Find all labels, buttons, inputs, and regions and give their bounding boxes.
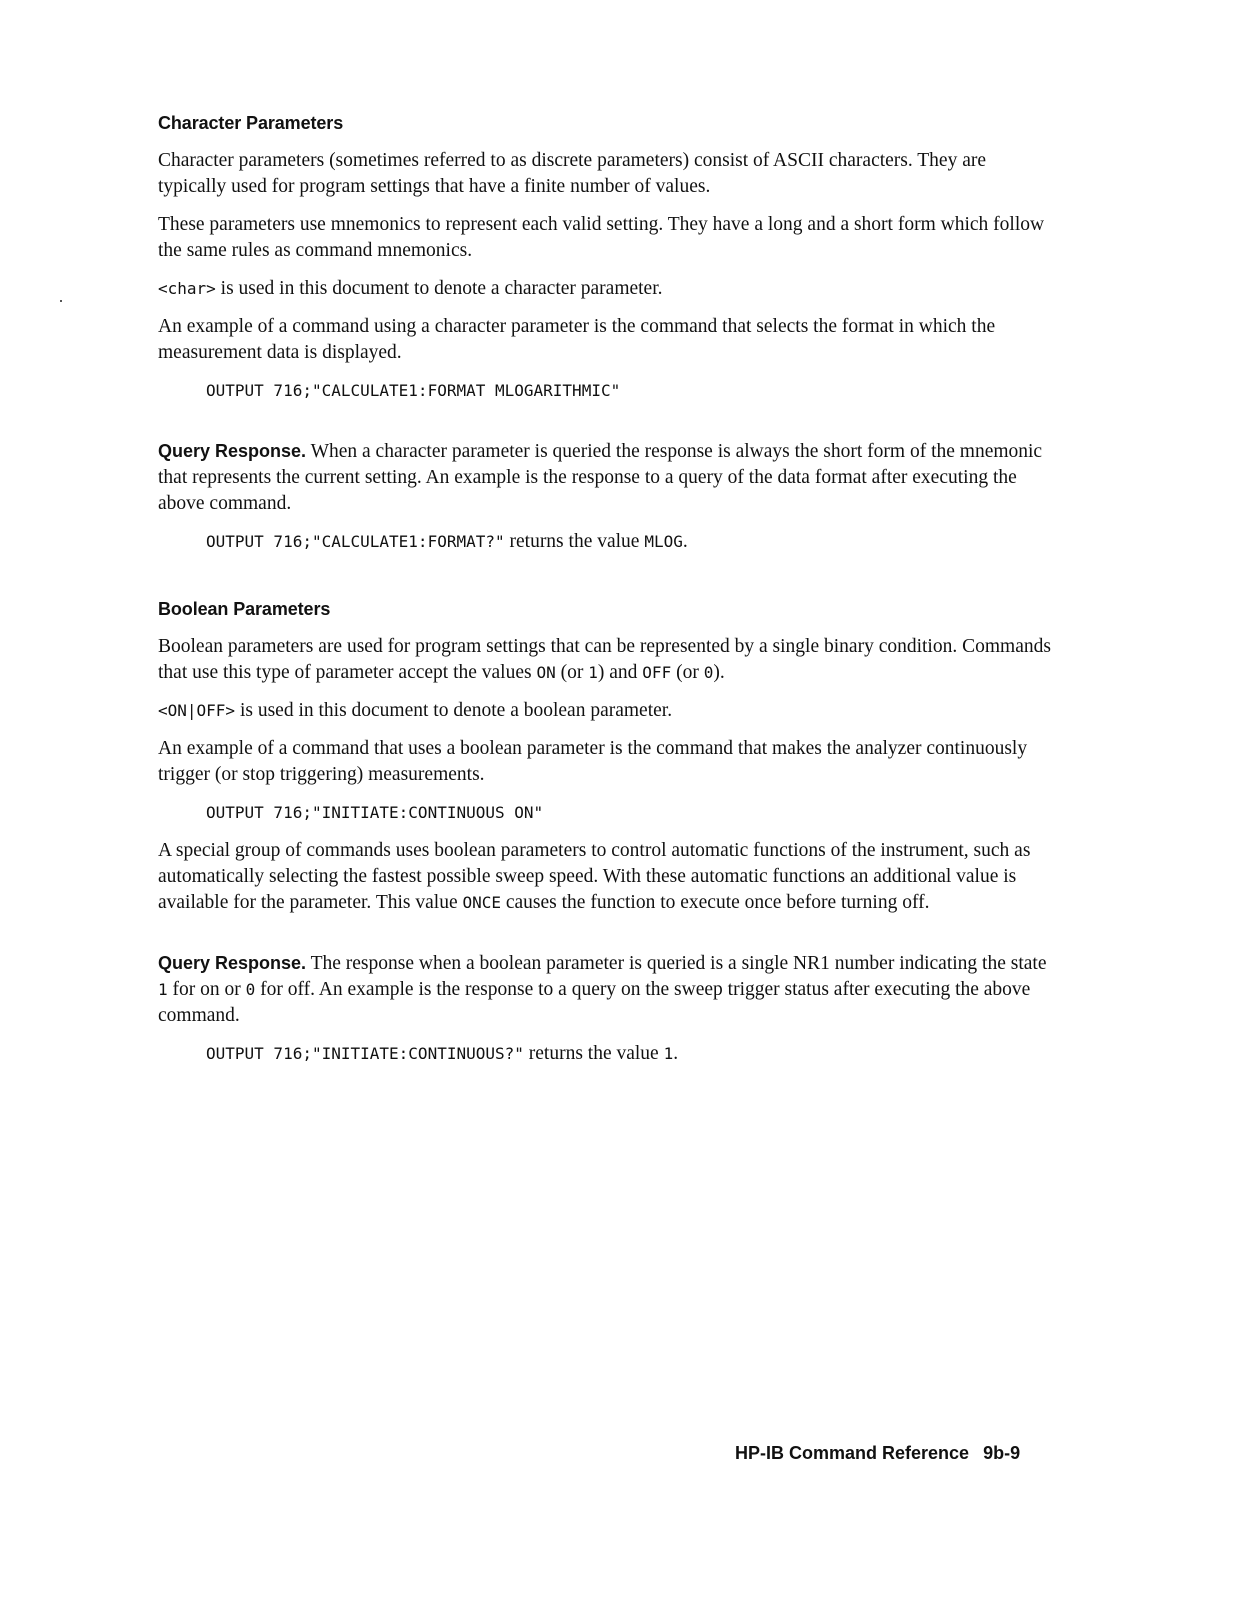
text-fragment: for off. An example is the response to a query on the sweep trigger status after executing the above command.: [158, 979, 1031, 1026]
page-footer: [735, 1443, 1020, 1464]
stray-mark: [60, 300, 62, 302]
code-prefix: OUTPUT 716;: [206, 381, 312, 400]
footer-title: HP-IB Command Reference: [735, 1443, 970, 1463]
code-returns-text: returns the value: [504, 531, 645, 552]
code-returns-text: returns the value: [523, 1043, 664, 1064]
boolean-notation-code: <ON|OFF>: [158, 701, 236, 720]
value-zero: 0: [703, 663, 714, 682]
paragraph-character-intro: Character parameters (sometimes referred to as discrete parameters) consist of ASCII characters. They are typically used for program settings that have a finite number of values.: [158, 150, 987, 197]
text-fragment: causes the function to execute once before turning off.: [501, 892, 930, 913]
value-one: 1: [588, 663, 598, 682]
paragraph-character-query-response: [158, 438, 1058, 517]
text-fragment: (or: [555, 662, 589, 683]
code-command: "CALCULATE1:FORMAT?": [311, 532, 505, 551]
code-example-calculate-format: [206, 378, 1058, 404]
code-command: "INITIATE:CONTINUOUS ON": [311, 803, 544, 822]
code-command: "INITIATE:CONTINUOUS?": [311, 1044, 524, 1063]
char-notation-text: is used in this document to denote a character parameter.: [215, 278, 663, 299]
text-fragment: The response when a boolean parameter is queried is a single NR1 number indicating the state: [306, 953, 1047, 974]
value-once: ONCE: [462, 893, 501, 912]
value-one: 1: [158, 980, 168, 999]
boolean-notation-text: is used in this document to denote a boolean parameter.: [235, 700, 673, 721]
paragraph-char-notation: [158, 276, 1058, 302]
text-fragment: (or: [671, 662, 704, 683]
page-content: [158, 113, 1058, 1079]
value-on: ON: [536, 663, 556, 682]
paragraph-boolean-query-response: [158, 950, 1058, 1029]
query-response-lead: Query Response.: [158, 953, 307, 973]
code-command: "CALCULATE1:FORMAT MLOGARITHMIC": [311, 381, 621, 400]
code-prefix: OUTPUT 716;: [206, 1044, 312, 1063]
text-fragment: for on or: [167, 979, 246, 1000]
code-returned-value: MLOG: [644, 532, 683, 551]
text-fragment: A special group of commands uses boolean parameters to control automatic functions of the instrument, such as automatically selecting the fastest possible sweep speed. With these automatic functions an additional value is available for the parameter. This value: [158, 840, 1031, 913]
code-returned-value: 1: [663, 1044, 674, 1063]
value-off: OFF: [642, 663, 672, 682]
code-example-initiate-continuous: [206, 800, 1058, 826]
text-fragment: ).: [713, 662, 725, 683]
text-fragment: Boolean parameters are used for program settings that can be represented by a single binary condition. Commands that use this type of parameter accept the values: [158, 636, 1051, 683]
code-period: .: [682, 531, 688, 552]
paragraph-boolean-notation: [158, 698, 1058, 724]
page-number: 9b-9: [983, 1443, 1021, 1463]
paragraph-boolean-intro: [158, 634, 1058, 686]
code-prefix: OUTPUT 716;: [206, 803, 312, 822]
heading-character-parameters: Character Parameters: [158, 113, 344, 133]
heading-boolean-parameters: Boolean Parameters: [158, 599, 331, 619]
query-response-lead: Query Response.: [158, 441, 307, 461]
paragraph-character-example-intro: An example of a command using a character parameter is the command that selects the format in which the measurement data is displayed.: [158, 316, 996, 363]
query-response-text: When a character parameter is queried the response is always the short form of the mnemonic that represents the current setting. An example is the response to a query of the data format after executing the above command.: [158, 441, 1043, 514]
code-example-format-query: [206, 529, 1058, 555]
value-zero: 0: [245, 980, 256, 999]
char-notation-code: <char>: [158, 279, 216, 298]
paragraph-character-mnemonics: These parameters use mnemonics to represent each valid setting. They have a long and a short form which follow the same rules as command mnemonics.: [158, 214, 1045, 261]
text-fragment: ) and: [597, 662, 643, 683]
code-prefix: OUTPUT 716;: [206, 532, 312, 551]
paragraph-boolean-example-intro: An example of a command that uses a boolean parameter is the command that makes the analyzer continuously trigger (or stop triggering) measurements.: [158, 738, 1028, 785]
paragraph-boolean-automatic: [158, 838, 1058, 916]
code-period: .: [673, 1043, 679, 1064]
code-example-continuous-query: [206, 1041, 1058, 1067]
